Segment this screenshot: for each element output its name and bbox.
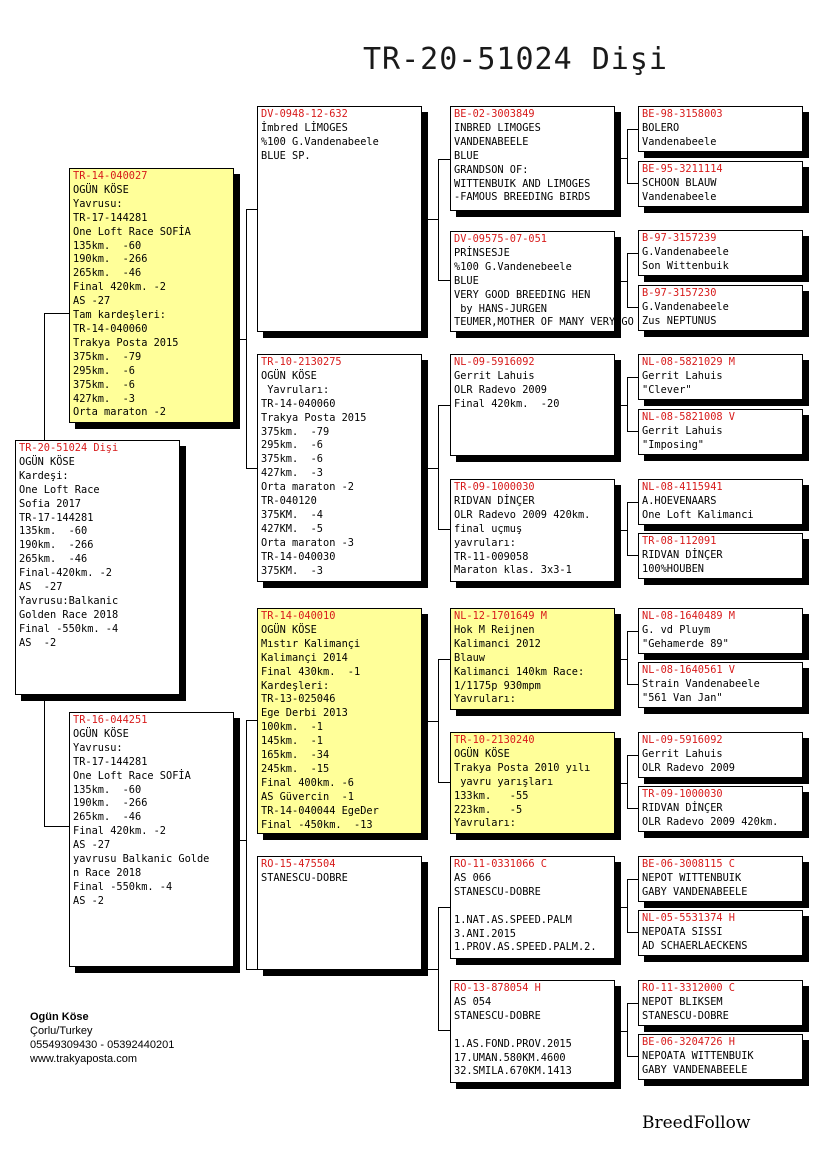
pedigree-line: 133km. -55 [454, 789, 529, 802]
ring-number: TR-09-1000030 [454, 481, 535, 493]
pedigree-line: Final -450km. -13 [261, 818, 373, 831]
page-title: TR-20-51024 Dişi [363, 42, 668, 77]
pedigree-line: 375KM. -4 [261, 508, 323, 521]
pedigree-line: 223km. -5 [454, 803, 523, 816]
pedigree-line: AS -2 [19, 636, 57, 649]
pedigree-box-ddd[interactable] [450, 980, 615, 1083]
pedigree-line: Kalimanci 2012 [454, 637, 541, 650]
pedigree-line: NEPOATA SISSI [642, 925, 723, 938]
bracket-line [246, 720, 257, 970]
ring-number: DV-0948-12-632 [261, 108, 348, 120]
pedigree-line: yavrusu Balkanic Golde [73, 853, 210, 866]
pedigree-box-g12[interactable] [638, 786, 803, 832]
pedigree-line: Final 420km. -2 [73, 825, 166, 838]
ring-number: RO-11-0331066 C [454, 858, 547, 870]
pedigree-line: 427KM. -5 [261, 522, 323, 535]
pedigree-line: 265km. -46 [73, 811, 142, 824]
bracket-line [627, 129, 638, 184]
pedigree-line: Mıstır Kalimançi [261, 637, 361, 650]
ring-number: TR-20-51024 Dişi [19, 442, 119, 454]
pedigree-line: NEPOATA WITTENBUIK [642, 1049, 754, 1062]
pedigree-line: 427km. -3 [73, 392, 135, 405]
pedigree-line: 427km. -3 [261, 467, 323, 480]
ring-number: NL-08-5821008 V [642, 411, 735, 423]
pedigree-line: "Imposing" [642, 438, 704, 451]
pedigree-box-g4[interactable] [638, 285, 803, 331]
pedigree-line: PRİNSESJE [454, 246, 510, 259]
ring-number: B-97-3157230 [642, 287, 717, 299]
pedigree-box-g11[interactable] [638, 732, 803, 778]
pedigree-line: Trakya Posta 2015 [73, 336, 179, 349]
pedigree-line: Trakya Posta 2015 [261, 411, 367, 424]
pedigree-line: 145km. -1 [261, 735, 323, 748]
pedigree-box-dss[interactable] [450, 608, 615, 710]
pedigree-line: yavru yarışları [454, 775, 554, 788]
pedigree-line: 135km. -60 [73, 783, 142, 796]
bracket-line [627, 879, 638, 933]
pedigree-line: Yavrusu: [73, 197, 123, 210]
pedigree-line: Orta maraton -2 [261, 481, 354, 494]
ring-number: NL-09-5916092 [454, 356, 535, 368]
pedigree-line: AD SCHAERLAECKENS [642, 939, 748, 952]
bracket-line [438, 907, 450, 1031]
connector-stub [615, 530, 627, 531]
pedigree-line: Maraton klas. 3x3-1 [454, 564, 572, 577]
pedigree-line: Orta maraton -3 [261, 536, 354, 549]
pedigree-line: SCHOON BLAUW [642, 176, 717, 189]
pedigree-line: AS -27 [73, 839, 111, 852]
ring-number: DV-09575-07-051 [454, 233, 547, 245]
connector-stub [422, 219, 438, 220]
pedigree-line: GRANDSON OF: [454, 163, 529, 176]
pedigree-line: OLR Radevo 2009 420km. [642, 815, 779, 828]
pedigree-line: 1/1175p 930mpm [454, 679, 541, 692]
pedigree-line: OLR Radevo 2009 [454, 383, 547, 396]
pedigree-box-subject[interactable] [15, 440, 180, 695]
pedigree-line: OLR Radevo 2009 420km. [454, 508, 591, 521]
bracket-line [627, 1003, 638, 1057]
connector-stub [615, 405, 627, 406]
pedigree-line: 245km. -15 [261, 762, 330, 775]
bracket-line [627, 502, 638, 556]
pedigree-line: GABY VANDENABEELE [642, 1063, 748, 1076]
pedigree-line: 375KM. -3 [261, 564, 323, 577]
pedigree-line: TR-14-040030 [261, 550, 336, 563]
ring-number: BE-02-3003849 [454, 108, 535, 120]
pedigree-line: Final -550km. -4 [73, 880, 173, 893]
ring-number: B-97-3157239 [642, 232, 717, 244]
pedigree-line: TR-17-144281 [19, 511, 94, 524]
ring-number: RO-13-878054 H [454, 982, 541, 994]
pedigree-line: One Loft Kalimanci [642, 508, 754, 521]
ring-number: BE-06-3204726 H [642, 1036, 735, 1048]
pedigree-line: 1.NAT.AS.SPEED.PALM [454, 913, 572, 926]
ring-number: BE-98-3158003 [642, 108, 723, 120]
breeder-location: Çorlu/Turkey [30, 1025, 93, 1037]
pedigree-box-g6[interactable] [638, 409, 803, 455]
pedigree-line: TR-14-040044 EgeDer [261, 804, 379, 817]
pedigree-line: RIDVAN DİNÇER [454, 494, 535, 507]
pedigree-line: BLUE SP. [261, 149, 311, 162]
brand-logo: BreedFollow [642, 1113, 751, 1133]
pedigree-line: Tam kardeşleri: [73, 309, 166, 322]
pedigree-box-dam[interactable] [69, 712, 234, 967]
pedigree-box-g14[interactable] [638, 910, 803, 956]
pedigree-line: A.HOEVENAARS [642, 494, 717, 507]
pedigree-line: Trakya Posta 2010 yılı [454, 761, 591, 774]
pedigree-line: final uçmuş [454, 522, 523, 535]
pedigree-line: 375km. -79 [261, 425, 330, 438]
pedigree-line: Blauw [454, 651, 485, 664]
pedigree-line: 375km. -79 [73, 350, 142, 363]
pedigree-box-g7[interactable] [638, 479, 803, 525]
pedigree-line: OLR Radevo 2009 [642, 761, 735, 774]
pedigree-line: Gerrit Lahuis [642, 424, 723, 437]
pedigree-line: AS Güvercin -1 [261, 790, 354, 803]
ring-number: NL-12-1701649 M [454, 610, 547, 622]
connector-stub [422, 969, 438, 970]
pedigree-line: TR-11-009058 [454, 550, 529, 563]
pedigree-line: Yavrusu:Balkanic [19, 594, 119, 607]
bracket-line [627, 253, 638, 308]
pedigree-line: G.Vandenabeele [642, 300, 729, 313]
pedigree-box-g8[interactable] [638, 533, 803, 579]
pedigree-line: Kardeşleri: [261, 679, 330, 692]
pedigree-line: OGÜN KÖSE [73, 183, 129, 196]
pedigree-line: STANESCU-DOBRE [454, 885, 541, 898]
ring-number: NL-08-1640561 V [642, 664, 735, 676]
pedigree-line: 375km. -6 [261, 453, 323, 466]
pedigree-line: yavruları: [454, 536, 516, 549]
pedigree-line: 295km. -6 [73, 364, 135, 377]
pedigree-line: -FAMOUS BREEDING BIRDS [454, 191, 591, 204]
pedigree-line: BLUE [454, 149, 479, 162]
connector-stub [615, 907, 627, 908]
connector-stub [615, 783, 627, 784]
pedigree-line: OGÜN KÖSE [261, 623, 317, 636]
pedigree-line: 190km. -266 [73, 797, 148, 810]
pedigree-line: VANDENABEELE [454, 135, 529, 148]
pedigree-line: G. vd Pluym [642, 623, 711, 636]
pedigree-box-g3[interactable] [638, 230, 803, 276]
pedigree-line [454, 900, 612, 914]
pedigree-line: One Loft Race SOFİA [73, 769, 191, 782]
pedigree-line: 265km. -46 [73, 267, 142, 280]
pedigree-line: AS -2 [73, 894, 104, 907]
pedigree-line: NEPOT WITTENBUIK [642, 871, 742, 884]
pedigree-line: RIDVAN DİNÇER [642, 801, 723, 814]
pedigree-box-g1[interactable] [638, 106, 803, 152]
ring-number: NL-09-5916092 [642, 734, 723, 746]
pedigree-line: 3.ANI.2015 [454, 927, 516, 940]
pedigree-box-g2[interactable] [638, 161, 803, 207]
ring-number: BE-06-3008115 C [642, 858, 735, 870]
pedigree-line: BLUE [454, 274, 479, 287]
pedigree-box-sds[interactable] [450, 354, 615, 456]
pedigree-line: 17.UMAN.580KM.4600 [454, 1051, 566, 1064]
pedigree-line: "Clever" [642, 383, 692, 396]
pedigree-line: Yavruları: [454, 693, 516, 706]
pedigree-box-ssd[interactable] [450, 231, 634, 332]
pedigree-line: Vandenabeele [642, 190, 717, 203]
pedigree-box-dd[interactable] [257, 856, 422, 970]
connector-stub [234, 339, 246, 340]
pedigree-line: 100%HOUBEN [642, 562, 704, 575]
breeder-website[interactable]: www.trakyaposta.com [30, 1053, 137, 1065]
pedigree-line: Gerrit Lahuis [454, 369, 535, 382]
pedigree-box-sire[interactable] [69, 168, 234, 423]
pedigree-line: Vandenabeele [642, 135, 717, 148]
ring-number: NL-08-4115941 [642, 481, 723, 493]
pedigree-box-sd[interactable] [257, 354, 422, 582]
pedigree-line: 265km. -46 [19, 553, 88, 566]
pedigree-line: %100 G.Vandenabeele [261, 135, 379, 148]
ring-number: TR-09-1000030 [642, 788, 723, 800]
pedigree-line: TR-17-144281 [73, 755, 148, 768]
breeder-phones: 05549309430 - 05392440201 [30, 1039, 175, 1051]
breeder-name: Ogün Köse [30, 1011, 89, 1023]
connector-stub [422, 721, 438, 722]
pedigree-box-dds[interactable] [450, 856, 615, 959]
bracket-line [627, 755, 638, 809]
ring-number: NL-05-5531374 H [642, 912, 735, 924]
pedigree-line: OGÜN KÖSE [19, 455, 75, 468]
pedigree-line: Yavruları: [454, 817, 516, 830]
ring-number: NL-08-1640489 M [642, 610, 735, 622]
connector-stub [234, 840, 246, 841]
connector-stub [615, 158, 627, 159]
pedigree-box-ds[interactable] [257, 608, 422, 834]
pedigree-line: 32.SMILA.670KM.1413 [454, 1065, 572, 1078]
pedigree-line: Final -550km. -4 [19, 622, 119, 635]
pedigree-line: TR-13-025046 [261, 693, 336, 706]
pedigree-line: Final 400km. -6 [261, 776, 354, 789]
pedigree-line: Son Wittenbuik [642, 259, 729, 272]
pedigree-box-dsd[interactable] [450, 732, 615, 834]
pedigree-line: TR-17-144281 [73, 211, 148, 224]
pedigree-line: by HANS-JURGEN [454, 302, 547, 315]
ring-number: TR-14-040010 [261, 610, 336, 622]
bracket-line [246, 209, 257, 469]
pedigree-line: Kalimançi 2014 [261, 651, 348, 664]
pedigree-line: 190km. -266 [73, 253, 148, 266]
pedigree-line: Final 420km. -2 [73, 281, 166, 294]
pedigree-line: 100km. -1 [261, 721, 323, 734]
pedigree-line: WITTENBUIK AND LIMOGES [454, 177, 591, 190]
pedigree-box-g15[interactable] [638, 980, 803, 1026]
pedigree-box-g9[interactable] [638, 608, 803, 654]
pedigree-box-g16[interactable] [638, 1034, 803, 1080]
pedigree-line: Ege Derbi 2013 [261, 707, 348, 720]
breeder-contact [30, 1010, 174, 1066]
pedigree-line [454, 1024, 612, 1038]
pedigree-line: n Race 2018 [73, 866, 142, 879]
ring-number: RO-11-3312000 C [642, 982, 735, 994]
pedigree-line: 135km. -60 [19, 525, 88, 538]
pedigree-line: Hok M Reijnen [454, 623, 535, 636]
connector-stub [615, 1031, 627, 1032]
pedigree-line: OGÜN KÖSE [454, 747, 510, 760]
pedigree-line: TR-14-040060 [73, 322, 148, 335]
pedigree-line: Orta maraton -2 [73, 406, 166, 419]
connector-stub [422, 468, 438, 469]
pedigree-line: Kardeşi: [19, 469, 69, 482]
pedigree-line: Gerrit Lahuis [642, 747, 723, 760]
pedigree-line: "561 Van Jan" [642, 691, 723, 704]
pedigree-line: Sofia 2017 [19, 497, 81, 510]
bracket-line [627, 377, 638, 432]
pedigree-line: RIDVAN DİNÇER [642, 548, 723, 561]
ring-number: TR-10-2130275 [261, 356, 342, 368]
pedigree-line: AS 066 [454, 871, 492, 884]
pedigree-line: Final 430km. -1 [261, 665, 361, 678]
connector-stub [615, 281, 627, 282]
ring-number: TR-16-044251 [73, 714, 148, 726]
pedigree-line: VERY GOOD BREEDING HEN [454, 288, 591, 301]
pedigree-box-sdd[interactable] [450, 479, 615, 582]
pedigree-line: 1.AS.FOND.PROV.2015 [454, 1037, 572, 1050]
pedigree-line: 295km. -6 [261, 439, 323, 452]
pedigree-line: Strain Vandenabeele [642, 677, 760, 690]
pedigree-line: "Gehamerde 89" [642, 637, 729, 650]
ring-number: BE-95-3211114 [642, 163, 723, 175]
pedigree-box-g10[interactable] [638, 662, 803, 708]
pedigree-line: OGÜN KÖSE [73, 727, 129, 740]
pedigree-line: 1.PROV.AS.SPEED.PALM.2. [454, 941, 597, 954]
pedigree-box-sss[interactable] [450, 106, 615, 211]
pedigree-line: NEPOT BLIKSEM [642, 995, 723, 1008]
pedigree-box-g5[interactable] [638, 354, 803, 400]
bracket-line [438, 405, 450, 530]
pedigree-line: 190km. -266 [19, 539, 94, 552]
pedigree-line: TEUMER,MOTHER OF MANY VERY GO [454, 316, 634, 329]
pedigree-line: Kalimanci 140km Race: [454, 665, 585, 678]
pedigree-line: One Loft Race SOFİA [73, 225, 191, 238]
pedigree-box-ss[interactable] [257, 106, 422, 332]
pedigree-line: AS -27 [73, 295, 111, 308]
bracket-line [438, 659, 450, 783]
ring-number: TR-14-040027 [73, 170, 148, 182]
pedigree-line: AS 054 [454, 995, 492, 1008]
pedigree-line: BOLERO [642, 121, 680, 134]
pedigree-line: %100 G.Vandenebeele [454, 260, 572, 273]
pedigree-box-g13[interactable] [638, 856, 803, 902]
ring-number: TR-10-2130240 [454, 734, 535, 746]
pedigree-line: Gerrit Lahuis [642, 369, 723, 382]
pedigree-line: G.Vandenabeele [642, 245, 729, 258]
pedigree-line: STANESCU-DOBRE [642, 1009, 729, 1022]
pedigree-line: 135km. -60 [73, 239, 142, 252]
pedigree-line: TR-14-040060 [261, 397, 336, 410]
pedigree-line: STANESCU-DOBRE [454, 1009, 541, 1022]
pedigree-line: GABY VANDENABEELE [642, 885, 748, 898]
pedigree-line: 375km. -6 [73, 378, 135, 391]
pedigree-line: İmbred LİMOGES [261, 121, 348, 134]
ring-number: RO-15-475504 [261, 858, 336, 870]
pedigree-line: AS -27 [19, 581, 63, 594]
connector-stub [615, 659, 627, 660]
pedigree-line: Final 420km. -20 [454, 397, 560, 410]
pedigree-line: One Loft Race [19, 483, 100, 496]
pedigree-line: Golden Race 2018 [19, 608, 119, 621]
pedigree-line: TR-040120 [261, 495, 317, 508]
pedigree-line: Yavruları: [261, 383, 330, 396]
pedigree-line: Yavrusu: [73, 741, 123, 754]
pedigree-line: STANESCU-DOBRE [261, 871, 348, 884]
pedigree-line: OGÜN KÖSE [261, 369, 317, 382]
pedigree-line: Final-420km. -2 [19, 567, 112, 580]
bracket-line [438, 159, 450, 281]
ring-number: TR-08-112091 [642, 535, 717, 547]
bracket-line [627, 631, 638, 685]
pedigree-line: Zus NEPTUNUS [642, 314, 717, 327]
pedigree-line: INBRED LIMOGES [454, 121, 541, 134]
pedigree-line: 165km. -34 [261, 749, 330, 762]
ring-number: NL-08-5821029 M [642, 356, 735, 368]
